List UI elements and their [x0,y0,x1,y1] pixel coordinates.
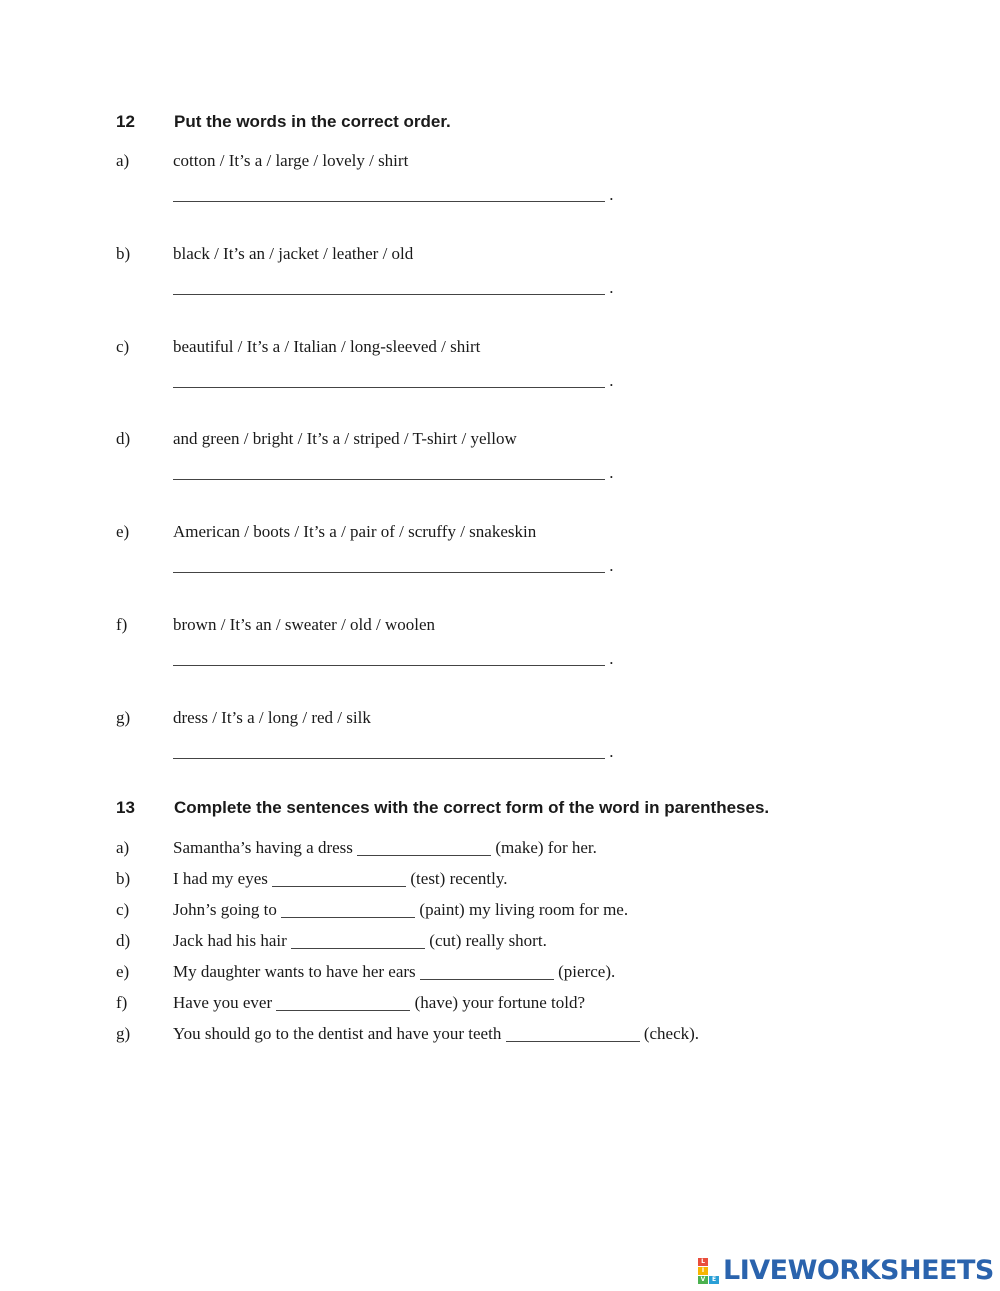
answer-blank[interactable] [173,572,605,573]
ex12-answer-f[interactable] [173,649,614,669]
answer-blank[interactable] [173,479,605,480]
ex13-item-d [116,931,547,951]
ex13-item-c [116,900,628,920]
liveworksheets-logo [698,1255,994,1286]
ex12-item-b [116,244,413,264]
answer-blank[interactable] [173,294,605,295]
item-prompt: cotton / It’s a / large / lovely / shirt [173,151,409,170]
line-end-period: . [609,463,614,482]
item-letter: f) [116,993,128,1012]
line-end-period: . [609,649,614,668]
sentence-end: (cut) really short. [429,931,547,950]
exercise-instruction: Put the words in the correct order. [174,112,451,131]
answer-blank[interactable] [173,665,605,666]
ex12-item-d [116,429,517,449]
ex12-answer-g[interactable] [173,742,614,762]
answer-blank[interactable] [420,978,554,980]
sentence-end: (paint) my living room for me. [419,900,629,919]
sentence-end: (check). [643,1024,700,1043]
sentence-start: Have you ever [173,993,273,1012]
sentence-end: (test) recently. [410,869,508,888]
item-prompt: beautiful / It’s a / Italian / long-sleeved / shirt [173,337,481,356]
ex12-answer-e[interactable] [173,556,614,576]
sentence-start: My daughter wants to have her ears [173,962,416,981]
item-letter: d) [116,429,131,448]
ex12-item-g [116,708,371,728]
line-end-period: . [609,742,614,761]
line-end-period: . [609,278,614,297]
sentence-end: (pierce). [558,962,616,981]
item-prompt: dress / It’s a / long / red / silk [173,708,371,727]
answer-blank[interactable] [272,885,406,887]
answer-blank[interactable] [281,916,415,918]
answer-blank[interactable] [173,201,605,202]
ex12-item-e [116,522,536,542]
item-prompt: and green / bright / It’s a / striped / T-shirt / yellow [173,429,517,448]
line-end-period: . [609,556,614,575]
ex12-answer-c[interactable] [173,371,614,391]
answer-blank[interactable] [173,758,605,759]
logo-text: LIVEWORKSHEETS [723,1255,994,1286]
logo-tile: V [698,1276,708,1284]
item-letter: e) [116,522,130,541]
ex12-answer-a[interactable] [173,185,614,205]
item-letter: g) [116,708,131,727]
ex12-answer-b[interactable] [173,278,614,298]
logo-tile: I [698,1267,708,1275]
exercise-instruction: Complete the sentences with the correct form of the word in parentheses. [174,798,770,817]
answer-blank[interactable] [173,387,605,388]
sentence-start: I had my eyes [173,869,268,888]
logo-mark-icon [698,1258,719,1284]
item-letter: g) [116,1024,131,1043]
logo-tile: E [709,1276,719,1284]
sentence-start: John’s going to [173,900,277,919]
ex13-item-g [116,1024,699,1044]
ex12-item-f [116,615,435,635]
item-letter: e) [116,962,130,981]
answer-blank[interactable] [291,947,425,949]
sentence-end: (have) your fortune told? [414,993,586,1012]
sentence-start: Samantha’s having a dress [173,838,353,857]
item-letter: b) [116,244,131,263]
ex12-item-c [116,337,480,357]
item-prompt: brown / It’s an / sweater / old / woolen [173,615,436,634]
sentence-start: Jack had his hair [173,931,287,950]
ex13-item-e [116,962,615,982]
answer-blank[interactable] [506,1040,640,1042]
item-letter: a) [116,151,130,170]
item-letter: b) [116,869,131,888]
exercise-number: 12 [116,112,135,131]
answer-blank[interactable] [276,1009,410,1011]
logo-tile: L [698,1258,708,1266]
ex13-item-a [116,838,597,858]
item-prompt: American / boots / It’s a / pair of / scruffy / snakeskin [173,522,537,541]
exercise-12-heading [116,112,451,132]
ex12-answer-d[interactable] [173,463,614,483]
sentence-end: (make) for her. [495,838,597,857]
item-letter: d) [116,931,131,950]
ex13-item-f [116,993,585,1013]
exercise-number: 13 [116,798,135,817]
ex13-item-b [116,869,507,889]
answer-blank[interactable] [357,854,491,856]
item-letter: f) [116,615,128,634]
item-letter: a) [116,838,130,857]
line-end-period: . [609,371,614,390]
line-end-period: . [609,185,614,204]
item-prompt: black / It’s an / jacket / leather / old [173,244,414,263]
ex12-item-a [116,151,408,171]
sentence-start: You should go to the dentist and have your teeth [173,1024,502,1043]
exercise-13-heading [116,798,769,818]
item-letter: c) [116,900,130,919]
item-letter: c) [116,337,130,356]
